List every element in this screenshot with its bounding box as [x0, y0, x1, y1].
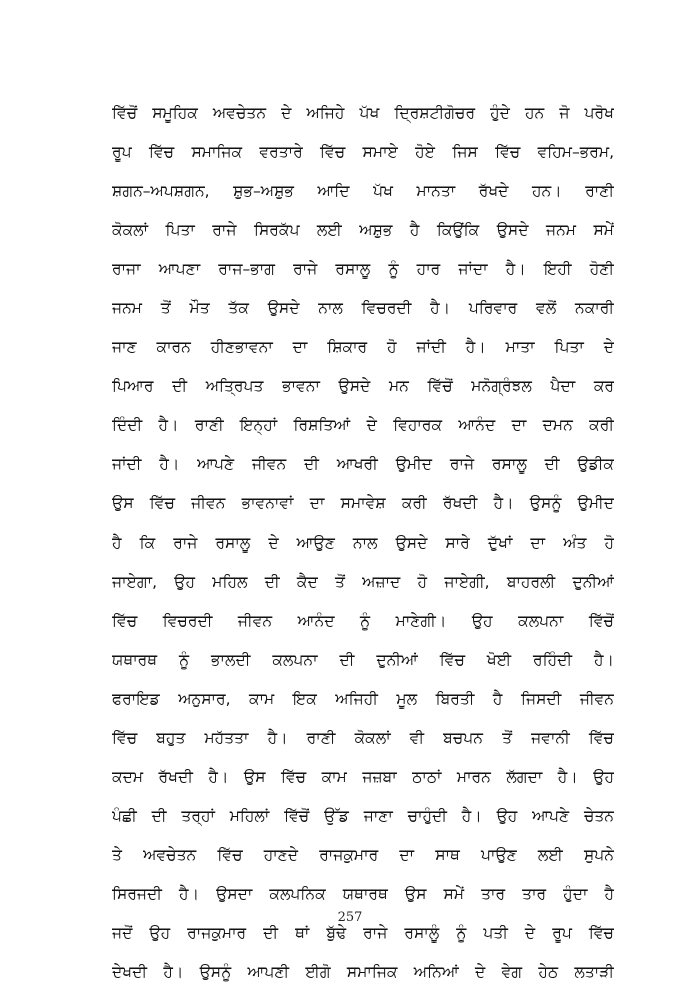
text-line: ਰੂਪ ਵਿੱਚ ਸਮਾਜਿਕ ਵਰਤਾਰੇ ਵਿੱਚ ਸਮਾਏ ਹੋਏ ਜਿਸ ਵਿੱਚ ਵਹਿਮ–ਭਰਮ,	[112, 143, 614, 162]
text-line: ਸ਼ਗਨ–ਅਪਸ਼ਗਨ, ਸ਼ੁਭ–ਅਸ਼ੁਭ ਆਦਿ ਪੱਖ ਮਾਨਤਾ ਰੱਖਦੇ ਹਨ। ਰਾਣੀ	[112, 182, 614, 201]
text-line: ਦੇਖਦੀ ਹੈ। ਉਸਨੂੰ ਆਪਣੀ ਈਗੋ ਸਮਾਜਿਕ ਅਨਿਆਂ ਦੇ ਵੇਗ ਹੇਠ ਲਤਾੜੀ	[112, 963, 614, 982]
text-line: ਜਾਣ ਕਾਰਨ ਹੀਣਭਾਵਨਾ ਦਾ ਸ਼ਿਕਾਰ ਹੋ ਜਾਂਦੀ ਹੈ। ਮਾਤਾ ਪਿਤਾ ਦੇ	[112, 338, 614, 357]
text-line: ਰਾਜਾ ਆਪਣਾ ਰਾਜ–ਭਾਗ ਰਾਜੇ ਰਸਾਲੂ ਨੂੰ ਹਾਰ ਜਾਂਦਾ ਹੈ। ਇਹੀ ਹੋਣੀ	[112, 260, 614, 279]
text-line: ਜਾਂਦੀ ਹੈ। ਆਪਣੇ ਜੀਵਨ ਦੀ ਆਖਰੀ ਉਮੀਦ ਰਾਜੇ ਰਸਾਲੂ ਦੀ ਉਡੀਕ	[112, 455, 614, 474]
text-line: ਉਸ ਵਿੱਚ ਜੀਵਨ ਭਾਵਨਾਵਾਂ ਦਾ ਸਮਾਵੇਸ਼ ਕਰੀ ਰੱਖਦੀ ਹੈ। ਉਸਨੂੰ ਉਮੀਦ	[112, 494, 614, 513]
text-line: ਪਿਆਰ ਦੀ ਅਤ੍ਰਿਪਤ ਭਾਵਨਾ ਉਸਦੇ ਮਨ ਵਿੱਚੋਂ ਮਨੋਗ੍ਰੰਝਲ ਪੈਦਾ ਕਰ	[112, 377, 614, 396]
text-line: ਤੇ ਅਵਚੇਤਨ ਵਿੱਚ ਹਾਣਦੇ ਰਾਜਕੁਮਾਰ ਦਾ ਸਾਥ ਪਾਉਣ ਲਈ ਸੁਪਨੇ	[112, 845, 614, 864]
text-line: ਜਾਏਗਾ, ਉਹ ਮਹਿਲ ਦੀ ਕੈਦ ਤੋਂ ਅਜ਼ਾਦ ਹੋ ਜਾਏਗੀ, ਬਾਹਰਲੀ ਦੁਨੀਆਂ	[112, 572, 614, 591]
text-line: ਸਿਰਜਦੀ ਹੈ। ਉਸਦਾ ਕਲਪਨਿਕ ਯਥਾਰਥ ਉਸ ਸਮੇਂ ਤਾਰ ਤਾਰ ਹੁੰਦਾ ਹੈ	[112, 884, 614, 903]
text-line: ਕੋਕਲਾਂ ਪਿਤਾ ਰਾਜੇ ਸਿਰਕੱਪ ਲਈ ਅਸ਼ੁਭ ਹੈ ਕਿਉਂਕਿ ਉਸਦੇ ਜਨਮ ਸਮੇਂ	[112, 221, 614, 240]
text-line: ਵਿੱਚ ਵਿਚਰਦੀ ਜੀਵਨ ਆਨੰਦ ਨੂੰ ਮਾਣੇਗੀ। ਉਹ ਕਲਪਨਾ ਵਿੱਚੋਂ	[112, 611, 614, 630]
text-line: ਫਰਾਇਡ ਅਨੁਸਾਰ, ਕਾਮ ਇਕ ਅਜਿਹੀ ਮੂਲ ਬਿਰਤੀ ਹੈ ਜਿਸਦੀ ਜੀਵਨ	[112, 689, 614, 708]
text-line: ਹੈ ਕਿ ਰਾਜੇ ਰਸਾਲੂ ਦੇ ਆਉਣ ਨਾਲ ਉਸਦੇ ਸਾਰੇ ਦੁੱਖਾਂ ਦਾ ਅੰਤ ਹੋ	[112, 533, 614, 552]
text-line: ਵਿੱਚ ਬਹੁਤ ਮਹੱਤਤਾ ਹੈ। ਰਾਣੀ ਕੋਕਲਾਂ ਵੀ ਬਚਪਨ ਤੋਂ ਜਵਾਨੀ ਵਿੱਚ	[112, 728, 614, 747]
body-text	[112, 94, 614, 992]
text-line: ਪੰਛੀ ਦੀ ਤਰ੍ਹਾਂ ਮਹਿਲਾਂ ਵਿੱਚੋਂ ਉੱਡ ਜਾਣਾ ਚਾਹੁੰਦੀ ਹੈ। ਉਹ ਆਪਣੇ ਚੇਤਨ	[112, 806, 614, 825]
page-number: 257	[337, 910, 363, 925]
text-line: ਜਨਮ ਤੋਂ ਮੌਤ ਤੱਕ ਉਸਦੇ ਨਾਲ ਵਿਚਰਦੀ ਹੈ। ਪਰਿਵਾਰ ਵਲੋਂ ਨਕਾਰੀ	[112, 299, 614, 318]
text-line: ਵਿੱਚੋਂ ਸਮੂਹਿਕ ਅਵਚੇਤਨ ਦੇ ਅਜਿਹੇ ਪੱਖ ਦ੍ਰਿਸ਼ਟੀਗੋਚਰ ਹੁੰਦੇ ਹਨ ਜੋ ਪਰੋਖ	[112, 104, 614, 122]
text-line: ਕਦਮ ਰੱਖਦੀ ਹੈ। ਉਸ ਵਿੱਚ ਕਾਮ ਜਜ਼ਬਾ ਠਾਠਾਂ ਮਾਰਨ ਲੱਗਦਾ ਹੈ। ਉਹ	[112, 767, 614, 786]
text-line: ਯਥਾਰਥ ਨੂੰ ਭਾਲਦੀ ਕਲਪਨਾ ਦੀ ਦੁਨੀਆਂ ਵਿੱਚ ਖੋਈ ਰਹਿੰਦੀ ਹੈ।	[112, 650, 614, 669]
text-line: ਦਿੰਦੀ ਹੈ। ਰਾਣੀ ਇਨ੍ਹਾਂ ਰਿਸ਼ਤਿਆਂ ਦੇ ਵਿਹਾਰਕ ਆਨੰਦ ਦਾ ਦਮਨ ਕਰੀ	[112, 416, 614, 435]
text-line: ਜਦੋਂ ਉਹ ਰਾਜਕੁਮਾਰ ਦੀ ਥਾਂ ਬੁੱਢੇ ਰਾਜੇ ਰਸਾਲੂੰ ਨੂੰ ਪਤੀ ਦੇ ਰੂਪ ਵਿੱਚ	[112, 923, 614, 942]
